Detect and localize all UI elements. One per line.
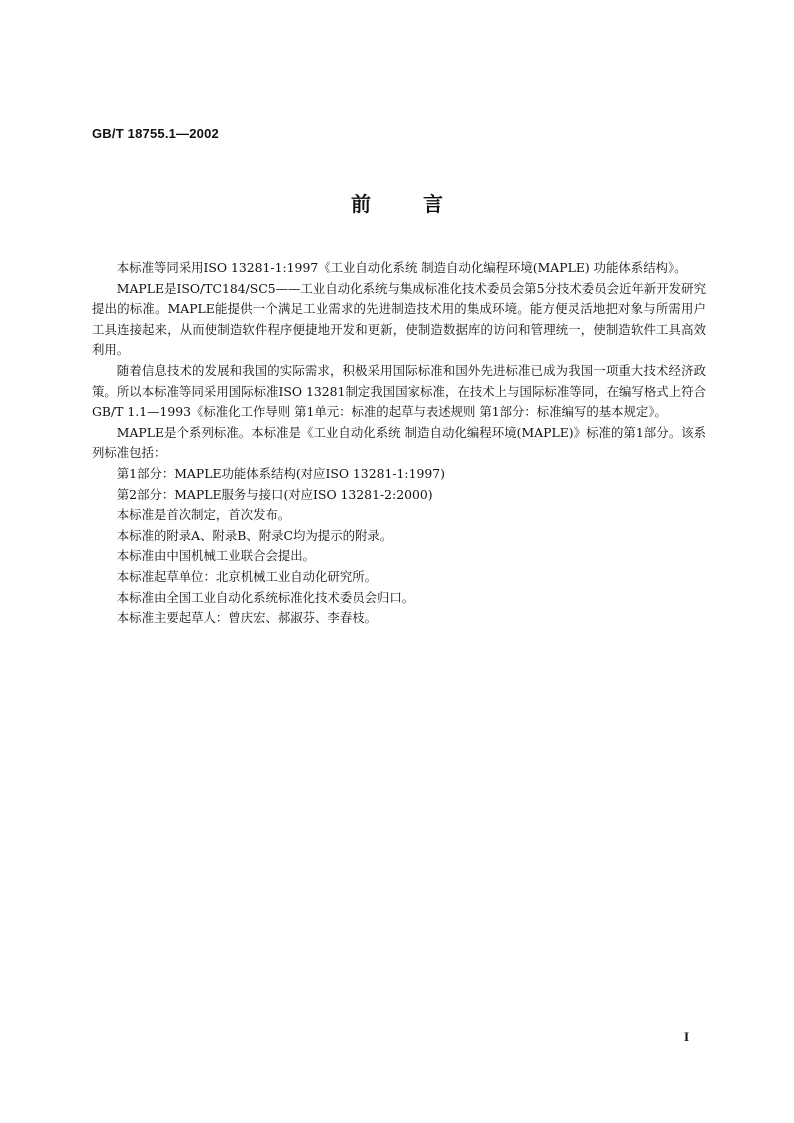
title-char-1: 前 [351, 192, 371, 216]
paragraph-maple-intro: MAPLE是ISO/TC184/SC5——工业自动化系统与集成标准化技术委员会第5分技术委员会近年新开发研究提出的标准。MAPLE能提供一个满足工业需求的先进制造技术用的集成环境。能方便灵活地把对象与所需用户工具连接起来，从而使制造软件程序便捷地开发和更新，使制造数据库的访问和管理统一，使制造软件工具高效利用。 [92, 280, 706, 358]
title-char-2: 言 [423, 192, 443, 216]
standard-code: GB/T 18755.1—2002 [92, 126, 219, 141]
page-number: I [684, 1029, 690, 1044]
page-title [0, 188, 794, 217]
paragraph-annexes: 本标准的附录A、附录B、附录C均为提示的附录。 [116, 527, 393, 543]
paragraph-adoption: 本标准等同采用ISO 13281-1:1997《工业自动化系统 制造自动化编程环境(MAPLE) 功能体系结构》。 [116, 260, 687, 275]
paragraph-committee: 本标准由全国工业自动化系统标准化技术委员会归口。 [116, 589, 415, 605]
list-item-part-2: 第2部分：MAPLE服务与接口(对应ISO 13281-2:2000) [116, 486, 433, 502]
preface-body [92, 258, 706, 629]
paragraph-policy: 随着信息技术的发展和我国的实际需求，积极采用国际标准和国外先进标准已成为我国一项重大技术经济政策。所以本标准等同采用国际标准ISO 13281制定我国国家标准，在技术上与国际标准等同，在编写格式上符合GB/T 1.1—1993《标准化工作导则 第1单元：标准的起草与表述规则 第1部分：标准编写的基本规定》。 [92, 362, 706, 420]
list-item-part-1: 第1部分：MAPLE功能体系结构(对应ISO 13281-1:1997) [116, 465, 445, 481]
paragraph-first-issue: 本标准是首次制定，首次发布。 [116, 507, 291, 523]
paragraph-drafters: 本标准主要起草人：曾庆宏、郝淑芬、李春枝。 [116, 610, 377, 626]
paragraph-proposer: 本标准由中国机械工业联合会提出。 [116, 548, 316, 564]
paragraph-drafting-unit: 本标准起草单位：北京机械工业自动化研究所。 [116, 568, 377, 584]
paragraph-series: MAPLE是个系列标准。本标准是《工业自动化系统 制造自动化编程环境(MAPLE)》标准的第1部分。该系列标准包括： [92, 424, 706, 461]
